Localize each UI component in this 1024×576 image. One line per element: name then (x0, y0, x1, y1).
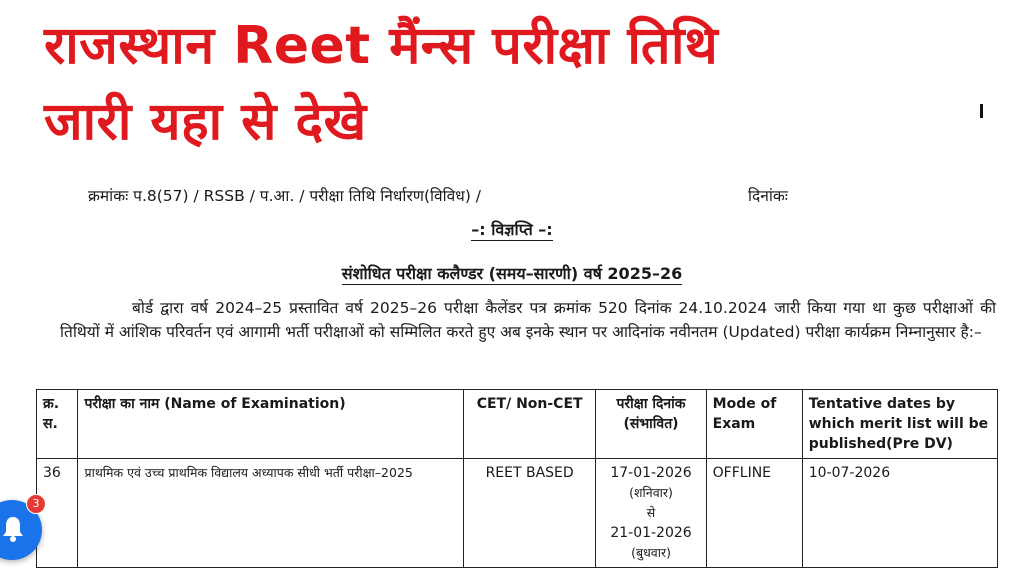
headline-line-2: जारी यहा से देखे (44, 92, 367, 152)
reference-number: क्रमांकः प.8(57) / RSSB / प.आ. / परीक्षा तिथि निर्धारण(विविध) / (88, 187, 482, 205)
cell-exam-date (596, 459, 706, 568)
date-label: दिनांकः (748, 187, 788, 205)
header-exam-name: परीक्षा का नाम (Name of Examination) (78, 390, 463, 459)
header-merit-date: Tentative dates by which merit list will be published(Pre DV) (802, 390, 997, 459)
notice-heading-text: –: विज्ञप्ति –: (471, 220, 553, 239)
stray-mark (980, 104, 983, 118)
header-exam-date: परीक्षा दिनांक (संभावित) (596, 390, 706, 459)
table-row (37, 459, 998, 568)
date-end: 21-01-2026 (610, 525, 692, 541)
date-separator: से (646, 505, 656, 520)
calendar-title-text: संशोधित परीक्षा कलैण्डर (समय–सारणी) वर्ष 2025–26 (341, 264, 683, 283)
cell-exam-name: प्राथमिक एवं उच्च प्राथमिक विद्यालय अध्यापक सीधी भर्ती परीक्षा–2025 (78, 459, 463, 568)
table-header-row (37, 390, 998, 459)
bell-icon (2, 515, 24, 543)
header-mode: Mode of Exam (706, 390, 802, 459)
headline-line-1: राजस्थान Reet मैंन्स परीक्षा तिथि (44, 16, 719, 76)
notice-heading (0, 218, 1024, 240)
date-start: 17-01-2026 (610, 465, 692, 481)
exam-calendar-table (36, 389, 998, 568)
notification-badge: 3 (26, 494, 46, 514)
calendar-title (0, 262, 1024, 284)
cell-cet: REET BASED (463, 459, 596, 568)
cell-merit-date: 10-07-2026 (802, 459, 997, 568)
headline (44, 8, 984, 160)
cell-mode: OFFLINE (706, 459, 802, 568)
day-start: (शनिवार) (629, 485, 673, 500)
day-end: (बुधवार) (631, 545, 671, 560)
notice-paragraph: बोर्ड द्वारा वर्ष 2024–25 प्रस्तावित वर्ष 2025–26 परीक्षा कैलेंडर पत्र क्रमांक 520 दिनांक 24.10.2024 जारी किया गया था कुछ परीक्षाओं की तिथियों में आंशिक परिवर्तन एवं आगामी भर्ती परीक्षाओं को सम्मिलित करते हुए अब इनके स्थान पर आदिनांक नवीनतम (Updated) परीक्षा कार्यक्रम निम्नानुसार है:– (60, 299, 996, 341)
cell-serial: 36 (37, 459, 78, 568)
header-cet: CET/ Non-CET (463, 390, 596, 459)
header-serial: क्र. स. (37, 390, 78, 459)
